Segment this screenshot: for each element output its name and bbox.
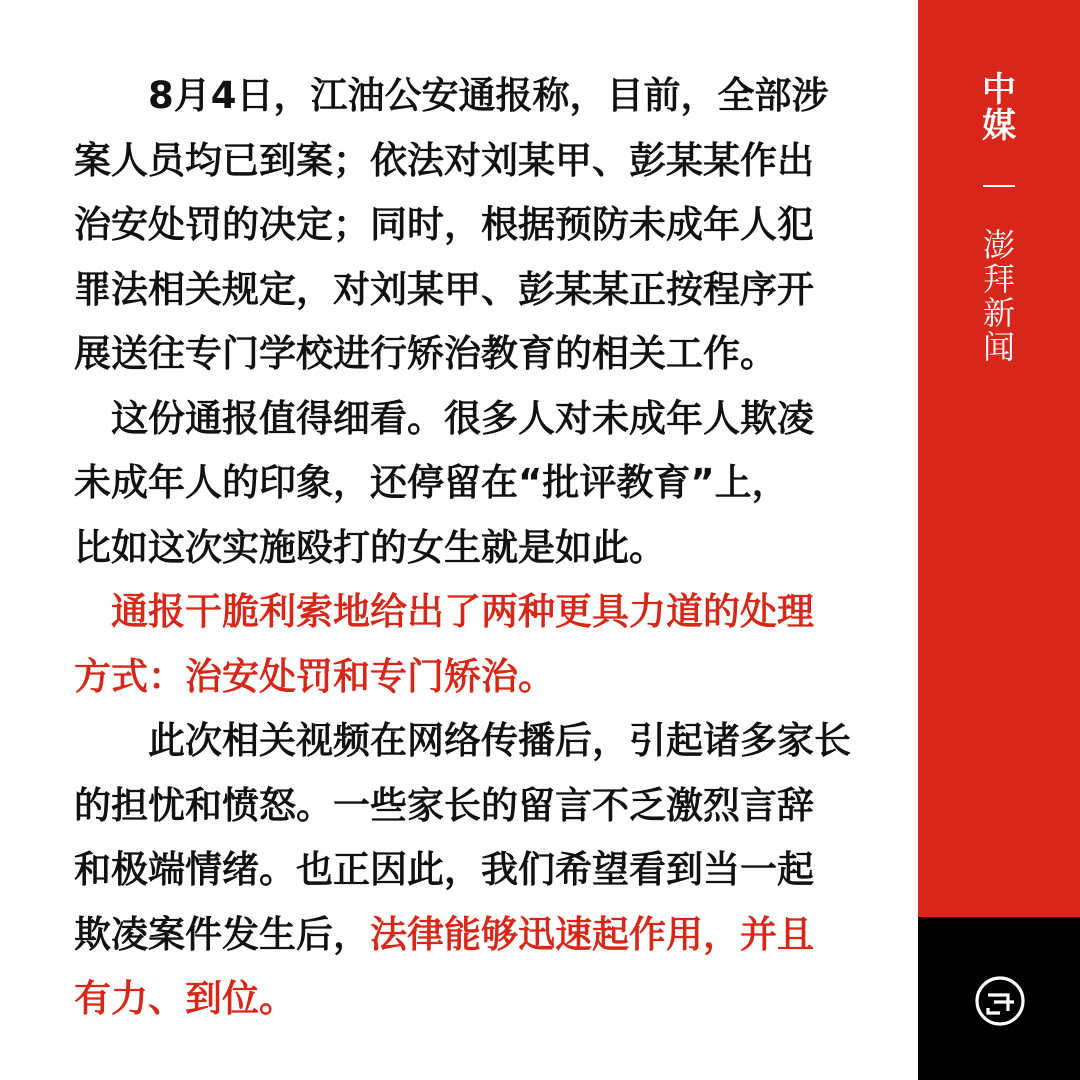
body-text: 欺凌案件发生后， (74, 912, 370, 956)
body-text: 的担忧和愤怒。一些家长的留言不乏激烈言辞 (74, 783, 814, 827)
sidebar-red-block (918, 0, 1080, 917)
highlighted-text: 法律能够迅速起作用，并且 (370, 912, 814, 956)
text-line (74, 322, 874, 387)
text-line (74, 258, 874, 323)
brand-zhongmei-char: 中 (982, 70, 1016, 110)
body-text: 治安处罚的决定；同时，根据预防未成年人犯 (74, 203, 814, 246)
brand-zhongmei-char: 媒 (982, 106, 1016, 146)
article-paragraph (74, 64, 874, 387)
brand-thepaper-char: 新 (982, 294, 1015, 332)
article-paragraph (74, 580, 874, 709)
body-text: 这份通报值得细看。很多人对未成年人欺凌 (74, 396, 814, 440)
text-line (74, 193, 874, 258)
article-paragraph (74, 387, 874, 581)
brand-divider (983, 185, 1015, 187)
sidebar-brand-panel (918, 0, 1080, 1080)
text-line (74, 516, 874, 581)
text-line (74, 387, 874, 452)
text-line (74, 129, 874, 194)
highlighted-text: 通报干脆利索地给出了两种更具力道的处理 (74, 590, 814, 633)
thepaper-logo-icon (974, 975, 1026, 1027)
body-text: 8月4日，江油公安通报称，目前，全部涉 (74, 74, 829, 117)
body-text: 展送往专门学校进行矫治教育的相关工作。 (74, 332, 777, 375)
text-line (74, 774, 874, 839)
body-text: 案人员均已到案；依法对刘某甲、彭某某作出 (74, 138, 814, 182)
body-text: 未成年人的印象，还停留在“批评教育”上， (74, 461, 789, 504)
brand-zhongmei (918, 72, 1080, 144)
brand-thepaper-char: 澎 (982, 226, 1015, 264)
text-line (74, 709, 874, 774)
body-text: 比如这次实施殴打的女生就是如此。 (74, 525, 666, 569)
text-line (74, 451, 874, 516)
text-line (74, 967, 874, 1032)
article-paragraph (74, 709, 874, 1032)
sidebar-black-block (918, 917, 1080, 1080)
text-line (74, 64, 874, 129)
brand-thepaper-char: 拜 (982, 260, 1015, 298)
article-body (74, 64, 874, 1032)
brand-thepaper-char: 闻 (982, 328, 1015, 366)
body-text: 此次相关视频在网络传播后，引起诸多家长 (74, 719, 851, 762)
body-text: 和极端情绪。也正因此，我们希望看到当一起 (74, 848, 814, 891)
brand-thepaper (918, 228, 1080, 364)
highlighted-text: 方式：治安处罚和专门矫治。 (74, 654, 555, 698)
text-line (74, 580, 874, 645)
body-text: 罪法相关规定，对刘某甲、彭某某正按程序开 (74, 267, 814, 311)
text-line (74, 838, 874, 903)
highlighted-text: 有力、到位。 (74, 977, 296, 1020)
text-line (74, 903, 874, 968)
text-line (74, 645, 874, 710)
